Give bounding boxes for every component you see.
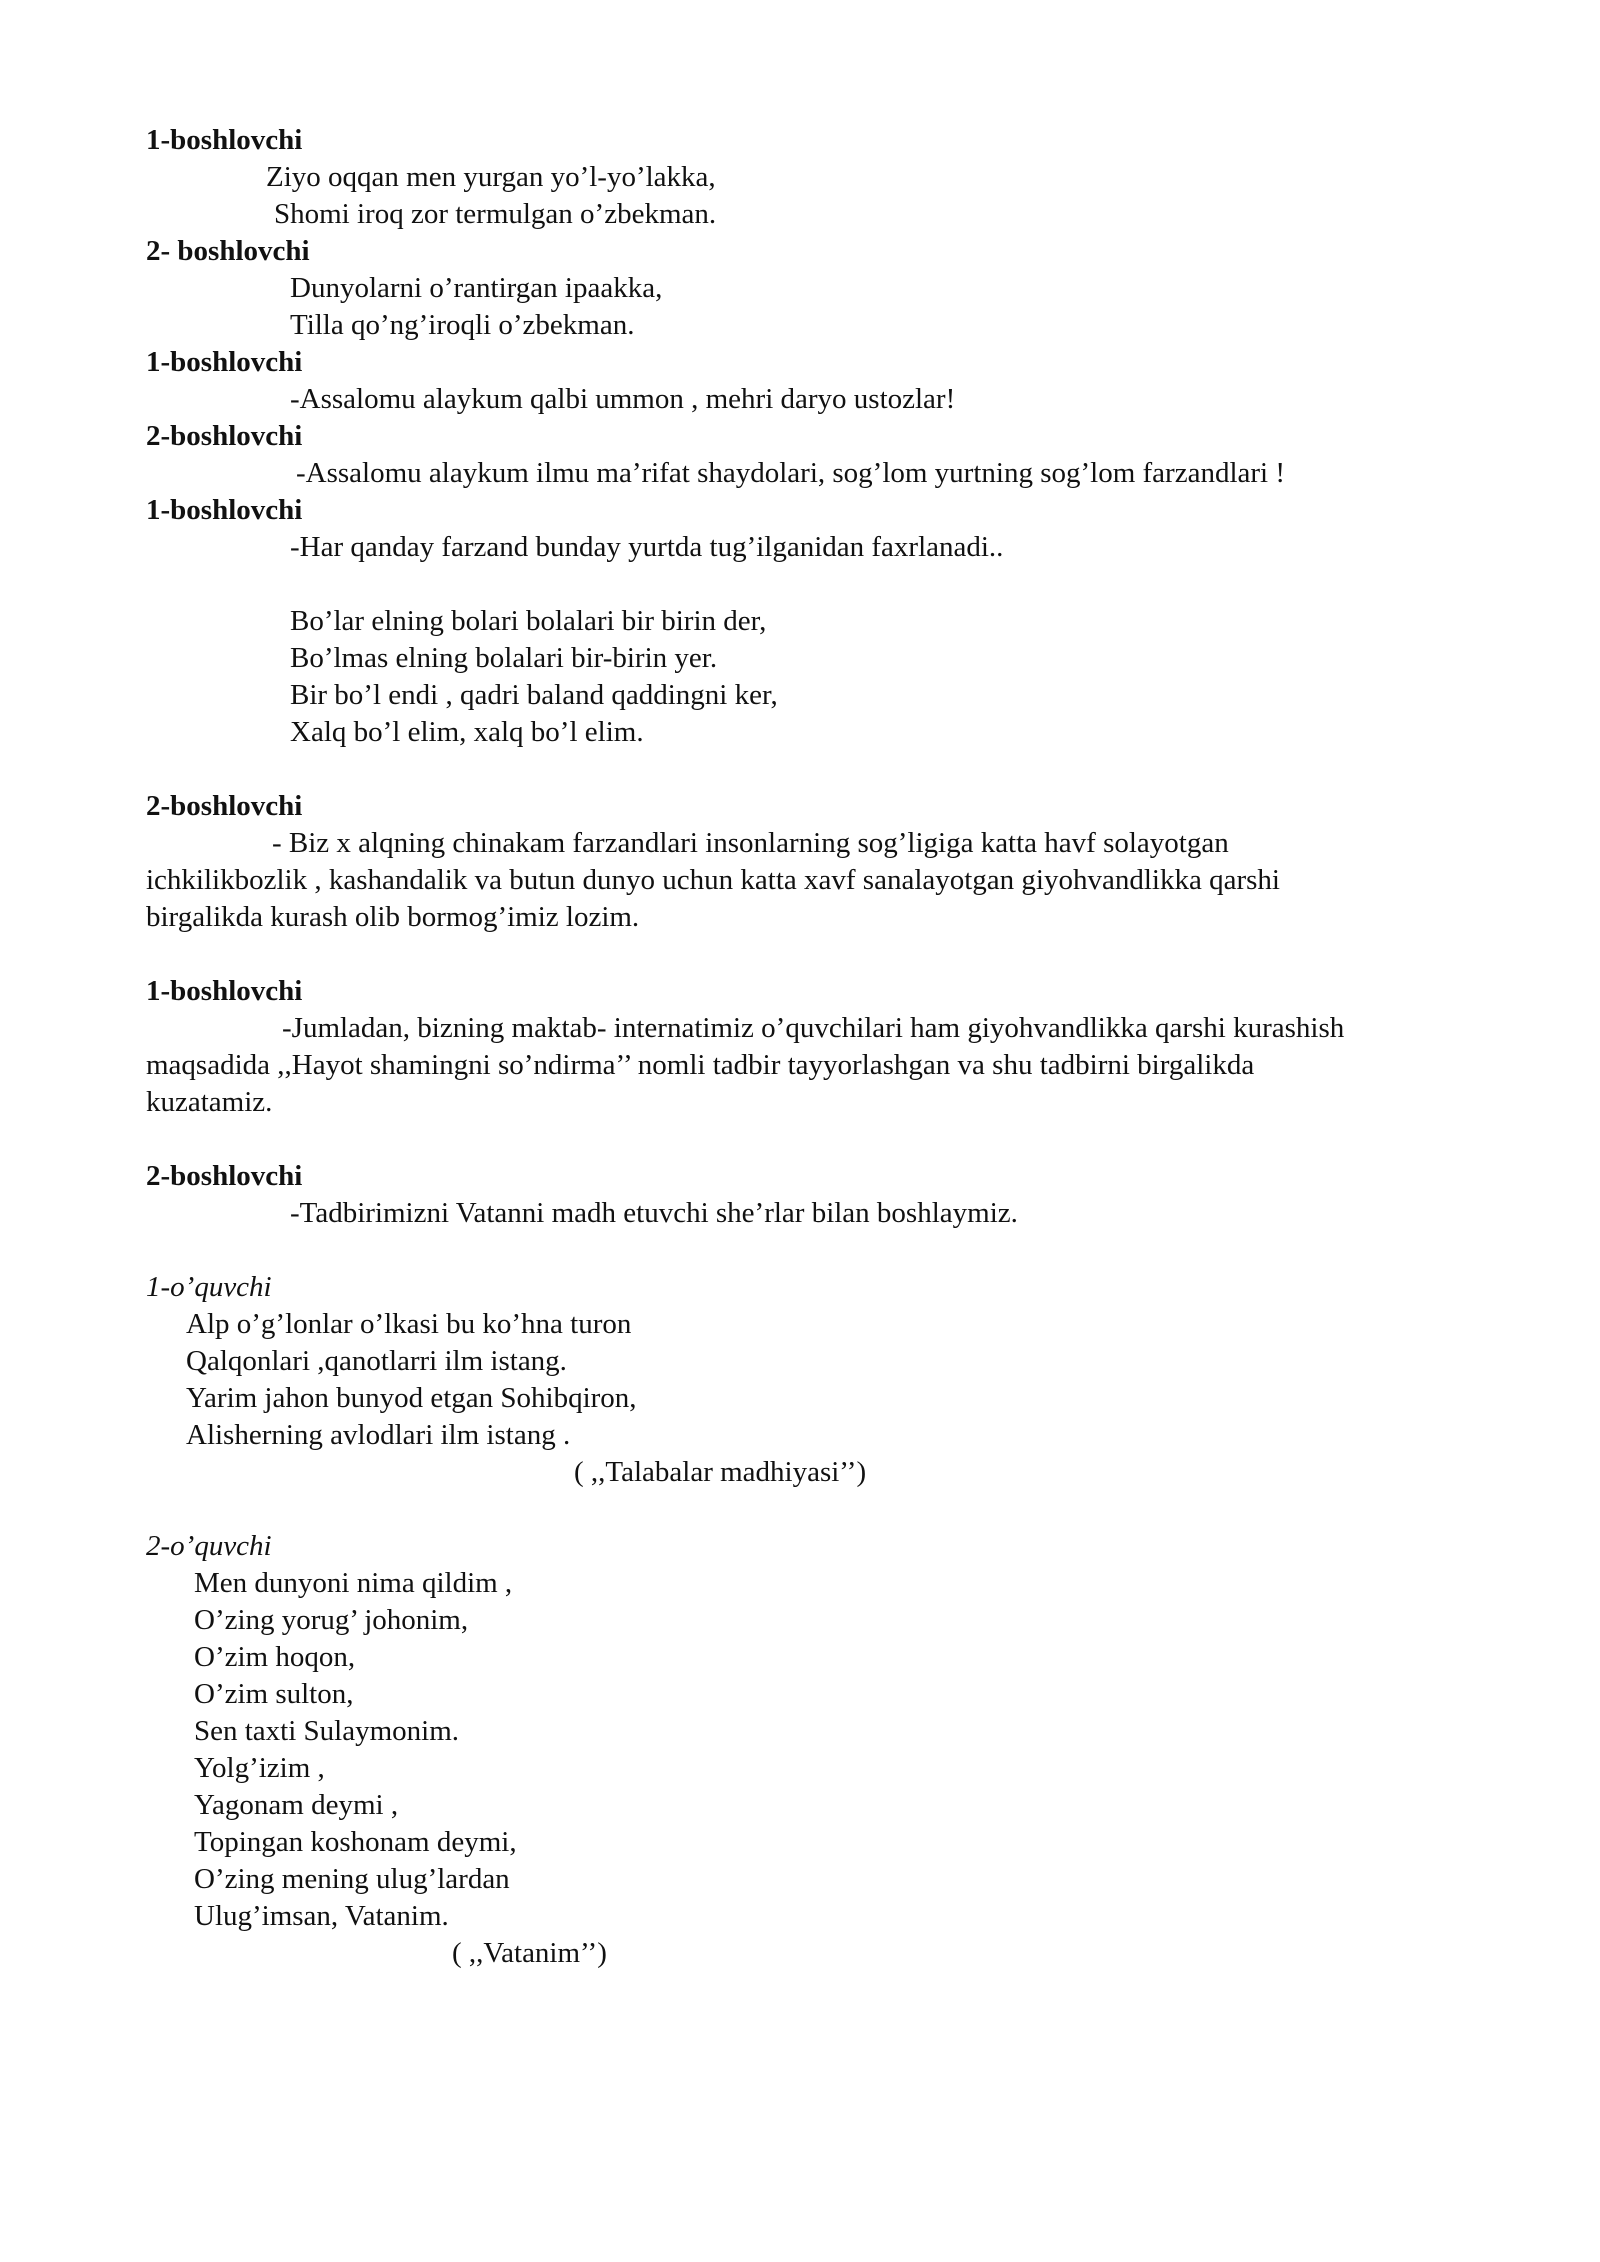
poem-title: ( ,,Vatanim’’) [452,1937,607,1969]
poem-title: ( ,,Talabalar madhiyasi’’) [574,1456,867,1488]
poem-line: Dunyolarni o’rantirgan ipaakka, [290,272,663,304]
poem-line: Qalqonlari ,qanotlarri ilm istang. [186,1345,567,1377]
poem-line: Ulug’imsan, Vatanim. [194,1900,449,1932]
dialogue-line: -Tadbirimizni Vatanni madh etuvchi she’rlar bilan boshlaymiz. [290,1197,1018,1229]
speaker-label: 2-boshlovchi [146,1160,303,1192]
poem-line: Alp o’g’lonlar o’lkasi bu ko’hna turon [186,1308,632,1340]
paragraph-line: kuzatamiz. [146,1086,273,1118]
poem-line: Bo’lmas elning bolalari bir-birin yer. [290,642,718,674]
paragraph-line: -Jumladan, bizning maktab- internatimiz o’quvchilari ham giyohvandlikka qarshi kurashish [282,1012,1345,1044]
paragraph-line: ichkilikbozlik , kashandalik va butun dunyo uchun katta xavf sanalayotgan giyohvandlikka qarshi [146,864,1280,896]
speaker-label: 1-boshlovchi [146,494,303,526]
paragraph-line: - Biz x alqning chinakam farzandlari insonlarning sog’ligiga katta havf solayotgan [272,827,1229,859]
dialogue-line: -Assalomu alaykum ilmu ma’rifat shaydolari, sog’lom yurtning sog’lom farzandlari ! [296,457,1285,489]
reader-label: 2-o’quvchi [146,1530,272,1562]
poem-line: Bo’lar elning bolari bolalari bir birin der, [290,605,767,637]
poem-line: Men dunyoni nima qildim , [194,1567,513,1599]
poem-line: Shomi iroq zor termulgan o’zbekman. [274,198,717,230]
poem-line: O’zing yorug’ johonim, [194,1604,469,1636]
poem-line: Ziyo oqqan men yurgan yo’l-yo’lakka, [266,161,716,193]
poem-line: O’zim hoqon, [194,1641,356,1673]
reader-label: 1-o’quvchi [146,1271,272,1303]
dialogue-line: -Har qanday farzand bunday yurtda tug’ilganidan faxrlanadi.. [290,531,1004,563]
poem-line: Alisherning avlodlari ilm istang . [186,1419,571,1451]
poem-line: Yagonam deymi , [194,1789,399,1821]
dialogue-line: -Assalomu alaykum qalbi ummon , mehri daryo ustozlar! [290,383,956,415]
poem-line: Yarim jahon bunyod etgan Sohibqiron, [186,1382,637,1414]
poem-line: O’zing mening ulug’lardan [194,1863,510,1895]
speaker-label: 1-boshlovchi [146,124,303,156]
poem-line: O’zim sulton, [194,1678,354,1710]
speaker-label: 1-boshlovchi [146,975,303,1007]
speaker-label: 1-boshlovchi [146,346,303,378]
paragraph-line: maqsadida ,,Hayot shamingni so’ndirma’’ nomli tadbir tayyorlashgan va shu tadbirni birgalikda [146,1049,1255,1081]
paragraph-line: birgalikda kurash olib bormog’imiz lozim. [146,901,640,933]
speaker-label: 2-boshlovchi [146,790,303,822]
speaker-label: 2-boshlovchi [146,420,303,452]
poem-line: Yolg’izim , [194,1752,325,1784]
poem-line: Sen taxti Sulaymonim. [194,1715,460,1747]
poem-line: Topingan koshonam deymi, [194,1826,517,1858]
poem-line: Bir bo’l endi , qadri baland qaddingni ker, [290,679,778,711]
speaker-label: 2- boshlovchi [146,235,310,267]
poem-line: Tilla qo’ng’iroqli o’zbekman. [290,309,635,341]
poem-line: Xalq bo’l elim, xalq bo’l elim. [290,716,644,748]
